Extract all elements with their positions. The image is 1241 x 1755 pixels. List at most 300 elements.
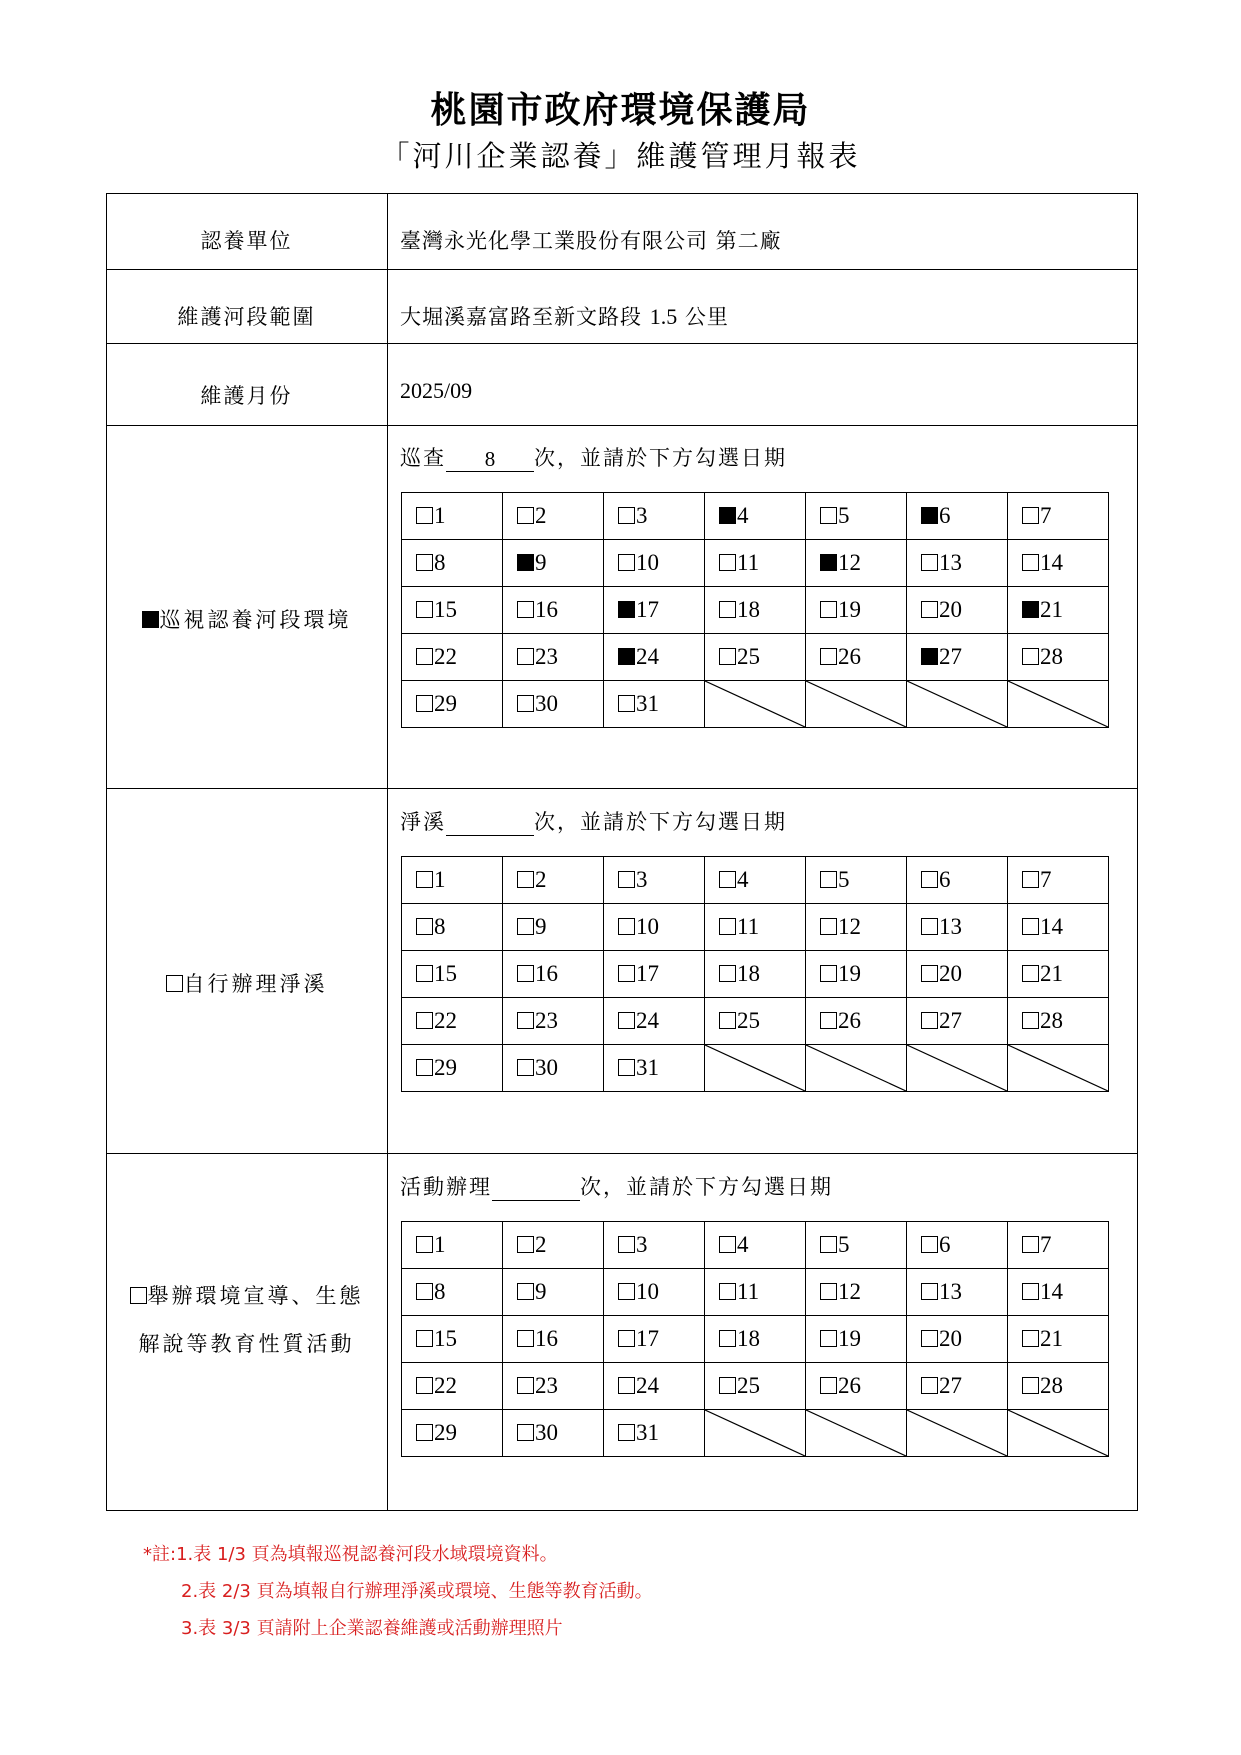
education-day-12[interactable] [806,1269,907,1316]
education-day-6[interactable] [907,1222,1008,1269]
patrol-day-17[interactable] [604,587,705,634]
day-number: 1 [434,867,446,892]
day-checkbox[interactable] [921,918,938,935]
day-checkbox[interactable] [820,1283,837,1300]
empty-day-cell [705,681,806,728]
cleanup-day-6[interactable] [907,857,1008,904]
range-label: 維護河段範圍 [177,305,316,329]
education-day-13[interactable] [907,1269,1008,1316]
day-checkbox[interactable] [820,554,837,571]
education-count-suffix: 次，並請於下方勾選日期 [580,1175,833,1199]
day-checkbox[interactable] [719,1377,736,1394]
education-day-11[interactable] [705,1269,806,1316]
empty-day-cell [1008,681,1109,728]
education-day-15[interactable] [402,1316,503,1363]
month-value: 2025/09 [400,378,473,403]
day-checkbox[interactable] [618,695,635,712]
cleanup-day-25[interactable] [705,998,806,1045]
day-checkbox[interactable] [1022,601,1039,618]
day-checkbox[interactable] [1022,1377,1039,1394]
day-checkbox[interactable] [416,648,433,665]
education-day-9[interactable] [503,1269,604,1316]
empty-day-cell [806,1410,907,1457]
day-checkbox[interactable] [1022,1283,1039,1300]
cleanup-count-field[interactable] [446,811,534,836]
patrol-day-2[interactable] [503,493,604,540]
day-number: 16 [535,1326,558,1351]
day-number: 18 [737,1326,760,1351]
day-checkbox[interactable] [416,918,433,935]
day-number: 12 [838,1279,861,1304]
day-checkbox[interactable] [517,1377,534,1394]
empty-day-cell [1008,1045,1109,1092]
day-number: 21 [1040,1326,1063,1351]
day-number: 2 [535,503,547,528]
cleanup-day-4[interactable] [705,857,806,904]
day-number: 23 [535,644,558,669]
day-checkbox[interactable] [517,965,534,982]
day-checkbox[interactable] [719,871,736,888]
day-checkbox[interactable] [517,601,534,618]
cleanup-section-label [106,960,387,1008]
day-checkbox[interactable] [921,601,938,618]
cleanup-day-24[interactable] [604,998,705,1045]
day-checkbox[interactable] [618,918,635,935]
education-day-10[interactable] [604,1269,705,1316]
cleanup-day-3[interactable] [604,857,705,904]
education-day-25[interactable] [705,1363,806,1410]
day-number: 24 [636,1008,659,1033]
day-checkbox[interactable] [1022,871,1039,888]
day-number: 13 [939,914,962,939]
day-checkbox[interactable] [921,1330,938,1347]
education-day-19[interactable] [806,1316,907,1363]
patrol-day-20[interactable] [907,587,1008,634]
day-checkbox[interactable] [416,601,433,618]
day-number: 20 [939,1326,962,1351]
education-day-7[interactable] [1008,1222,1109,1269]
day-checkbox[interactable] [921,1236,938,1253]
day-number: 30 [535,691,558,716]
cleanup-day-23[interactable] [503,998,604,1045]
patrol-day-1[interactable] [402,493,503,540]
day-number: 27 [939,1373,962,1398]
patrol-day-12[interactable] [806,540,907,587]
patrol-section-checkbox[interactable] [142,611,159,628]
row-divider [106,425,1138,426]
patrol-day-5[interactable] [806,493,907,540]
cleanup-day-21[interactable] [1008,951,1109,998]
cleanup-day-18[interactable] [705,951,806,998]
day-checkbox[interactable] [517,1424,534,1441]
day-number: 1 [434,1232,446,1257]
day-number: 29 [434,691,457,716]
patrol-day-6[interactable] [907,493,1008,540]
day-checkbox[interactable] [719,1236,736,1253]
day-checkbox[interactable] [820,648,837,665]
footnotes [143,1536,653,1647]
patrol-day-29[interactable] [402,681,503,728]
day-checkbox[interactable] [719,1012,736,1029]
day-checkbox[interactable] [820,1012,837,1029]
patrol-count-line [400,442,787,472]
cleanup-day-10[interactable] [604,904,705,951]
day-checkbox[interactable] [921,507,938,524]
day-checkbox[interactable] [820,507,837,524]
education-day-18[interactable] [705,1316,806,1363]
patrol-day-27[interactable] [907,634,1008,681]
patrol-day-7[interactable] [1008,493,1109,540]
empty-day-cell [705,1045,806,1092]
patrol-day-21[interactable] [1008,587,1109,634]
patrol-day-15[interactable] [402,587,503,634]
day-number: 25 [737,644,760,669]
day-checkbox[interactable] [517,918,534,935]
day-checkbox[interactable] [618,1330,635,1347]
cleanup-day-7[interactable] [1008,857,1109,904]
patrol-day-22[interactable] [402,634,503,681]
day-checkbox[interactable] [517,871,534,888]
education-day-21[interactable] [1008,1316,1109,1363]
day-number: 20 [939,961,962,986]
day-checkbox[interactable] [618,1283,635,1300]
day-checkbox[interactable] [719,1330,736,1347]
cleanup-day-16[interactable] [503,951,604,998]
day-checkbox[interactable] [719,648,736,665]
cleanup-day-13[interactable] [907,904,1008,951]
patrol-day-16[interactable] [503,587,604,634]
day-checkbox[interactable] [416,507,433,524]
education-section-label-text: 解說等教育性質活動 [138,1332,355,1356]
day-number: 21 [1040,961,1063,986]
day-checkbox[interactable] [517,695,534,712]
day-checkbox[interactable] [517,1283,534,1300]
cleanup-day-14[interactable] [1008,904,1109,951]
cleanup-day-5[interactable] [806,857,907,904]
empty-day-cell [907,681,1008,728]
patrol-day-18[interactable] [705,587,806,634]
day-number: 28 [1040,1008,1063,1033]
day-checkbox[interactable] [820,601,837,618]
education-day-grid [401,1221,1109,1457]
day-number: 26 [838,1373,861,1398]
day-number: 10 [636,1279,659,1304]
day-number: 15 [434,961,457,986]
row-divider [106,269,1138,270]
day-checkbox[interactable] [921,648,938,665]
day-checkbox[interactable] [517,554,534,571]
day-checkbox[interactable] [416,1424,433,1441]
day-checkbox[interactable] [416,1059,433,1076]
patrol-day-13[interactable] [907,540,1008,587]
day-checkbox[interactable] [618,648,635,665]
day-checkbox[interactable] [921,965,938,982]
education-count-line [400,1171,833,1201]
day-number: 15 [434,1326,457,1351]
education-day-30[interactable] [503,1410,604,1457]
cleanup-day-1[interactable] [402,857,503,904]
range-unit: 公里 [684,305,729,329]
empty-day-cell [1008,1410,1109,1457]
patrol-day-9[interactable] [503,540,604,587]
education-day-14[interactable] [1008,1269,1109,1316]
education-day-23[interactable] [503,1363,604,1410]
note-1: *註:1.表 1/3 頁為填報巡視認養河段水域環境資料。 [143,1544,558,1565]
day-checkbox[interactable] [618,1424,635,1441]
day-checkbox[interactable] [517,1012,534,1029]
education-day-2[interactable] [503,1222,604,1269]
day-checkbox[interactable] [719,554,736,571]
patrol-count-prefix: 巡查 [400,446,446,470]
day-checkbox[interactable] [921,554,938,571]
patrol-day-8[interactable] [402,540,503,587]
day-checkbox[interactable] [1022,648,1039,665]
patrol-day-4[interactable] [705,493,806,540]
month-label: 維護月份 [200,384,293,408]
cleanup-day-9[interactable] [503,904,604,951]
day-checkbox[interactable] [921,1377,938,1394]
day-checkbox[interactable] [1022,507,1039,524]
day-checkbox[interactable] [416,1236,433,1253]
patrol-day-30[interactable] [503,681,604,728]
range-length: 1.5 [649,304,678,329]
education-day-1[interactable] [402,1222,503,1269]
patrol-day-grid [401,492,1109,728]
day-number: 7 [1040,503,1052,528]
day-checkbox[interactable] [820,1330,837,1347]
day-checkbox[interactable] [416,1330,433,1347]
note-3: 3.表 3/3 頁請附上企業認養維護或活動辦理照片 [181,1618,563,1639]
day-checkbox[interactable] [618,1236,635,1253]
day-number: 19 [838,597,861,622]
day-number: 9 [535,914,547,939]
patrol-day-19[interactable] [806,587,907,634]
cleanup-day-19[interactable] [806,951,907,998]
day-checkbox[interactable] [1022,1012,1039,1029]
day-number: 4 [737,503,749,528]
education-day-3[interactable] [604,1222,705,1269]
patrol-day-25[interactable] [705,634,806,681]
day-checkbox[interactable] [719,918,736,935]
day-number: 28 [1040,1373,1063,1398]
patrol-day-11[interactable] [705,540,806,587]
day-number: 9 [535,1279,547,1304]
education-day-29[interactable] [402,1410,503,1457]
day-checkbox[interactable] [618,1012,635,1029]
day-checkbox[interactable] [618,871,635,888]
day-checkbox[interactable] [416,1283,433,1300]
day-checkbox[interactable] [618,1377,635,1394]
day-number: 16 [535,961,558,986]
education-day-27[interactable] [907,1363,1008,1410]
education-section-label-text: 舉辦環境宣導、生態 [147,1284,364,1308]
day-checkbox[interactable] [719,965,736,982]
cleanup-day-11[interactable] [705,904,806,951]
education-day-22[interactable] [402,1363,503,1410]
day-number: 17 [636,1326,659,1351]
day-number: 8 [434,914,446,939]
education-section-label [106,1272,387,1368]
cleanup-count-prefix: 淨溪 [400,810,446,834]
page-subtitle: 「河川企業認養」維護管理月報表 [380,139,861,173]
day-number: 5 [838,1232,850,1257]
day-checkbox[interactable] [517,1330,534,1347]
patrol-day-28[interactable] [1008,634,1109,681]
day-checkbox[interactable] [618,554,635,571]
row-divider [106,1153,1138,1154]
day-checkbox[interactable] [921,1283,938,1300]
patrol-day-26[interactable] [806,634,907,681]
day-checkbox[interactable] [719,507,736,524]
cleanup-section-checkbox[interactable] [166,975,183,992]
education-day-17[interactable] [604,1316,705,1363]
day-number: 23 [535,1008,558,1033]
column-divider [387,193,388,1511]
day-number: 13 [939,1279,962,1304]
education-day-5[interactable] [806,1222,907,1269]
cleanup-day-8[interactable] [402,904,503,951]
patrol-day-14[interactable] [1008,540,1109,587]
education-day-20[interactable] [907,1316,1008,1363]
day-number: 9 [535,550,547,575]
day-checkbox[interactable] [416,965,433,982]
day-number: 22 [434,644,457,669]
day-number: 2 [535,867,547,892]
cleanup-day-29[interactable] [402,1045,503,1092]
day-checkbox[interactable] [517,1236,534,1253]
note-2: 2.表 2/3 頁為填報自行辦理淨溪或環境、生態等教育活動。 [181,1581,653,1602]
day-number: 12 [838,914,861,939]
day-checkbox[interactable] [416,871,433,888]
patrol-section-label [106,596,387,644]
day-number: 31 [636,1420,659,1445]
day-number: 1 [434,503,446,528]
day-checkbox[interactable] [820,965,837,982]
patrol-count-field[interactable]: 8 [446,447,534,472]
cleanup-day-15[interactable] [402,951,503,998]
education-count-field[interactable] [492,1176,580,1201]
cleanup-day-20[interactable] [907,951,1008,998]
education-day-4[interactable] [705,1222,806,1269]
day-number: 6 [939,867,951,892]
day-number: 4 [737,867,749,892]
cleanup-day-2[interactable] [503,857,604,904]
day-number: 21 [1040,597,1063,622]
cleanup-day-grid [401,856,1109,1092]
education-day-26[interactable] [806,1363,907,1410]
education-day-24[interactable] [604,1363,705,1410]
day-number: 23 [535,1373,558,1398]
day-checkbox[interactable] [416,1012,433,1029]
day-number: 31 [636,691,659,716]
education-day-16[interactable] [503,1316,604,1363]
day-checkbox[interactable] [517,1059,534,1076]
day-checkbox[interactable] [618,507,635,524]
day-number: 25 [737,1373,760,1398]
day-checkbox[interactable] [1022,1330,1039,1347]
day-checkbox[interactable] [820,1236,837,1253]
patrol-day-24[interactable] [604,634,705,681]
cleanup-day-12[interactable] [806,904,907,951]
day-checkbox[interactable] [1022,554,1039,571]
day-checkbox[interactable] [416,1377,433,1394]
education-day-28[interactable] [1008,1363,1109,1410]
day-checkbox[interactable] [618,965,635,982]
day-number: 25 [737,1008,760,1033]
empty-day-cell [907,1045,1008,1092]
day-checkbox[interactable] [1022,1236,1039,1253]
education-day-31[interactable] [604,1410,705,1457]
patrol-section-label-text: 巡視認養河段環境 [159,608,352,632]
day-checkbox[interactable] [618,1059,635,1076]
day-number: 14 [1040,914,1063,939]
cleanup-day-30[interactable] [503,1045,604,1092]
day-checkbox[interactable] [517,507,534,524]
day-checkbox[interactable] [921,871,938,888]
day-number: 7 [1040,1232,1052,1257]
patrol-day-10[interactable] [604,540,705,587]
day-number: 3 [636,1232,648,1257]
day-number: 10 [636,550,659,575]
education-section-checkbox[interactable] [130,1287,147,1304]
day-number: 19 [838,961,861,986]
day-number: 30 [535,1420,558,1445]
empty-day-cell [806,1045,907,1092]
day-number: 26 [838,644,861,669]
range-river: 大堀溪嘉富路至新文路段 [400,305,642,329]
day-number: 2 [535,1232,547,1257]
cleanup-day-27[interactable] [907,998,1008,1045]
education-day-8[interactable] [402,1269,503,1316]
day-number: 31 [636,1055,659,1080]
patrol-day-31[interactable] [604,681,705,728]
day-checkbox[interactable] [618,601,635,618]
day-checkbox[interactable] [719,601,736,618]
day-number: 27 [939,1008,962,1033]
day-number: 13 [939,550,962,575]
day-number: 29 [434,1055,457,1080]
day-checkbox[interactable] [416,695,433,712]
cleanup-day-28[interactable] [1008,998,1109,1045]
day-checkbox[interactable] [1022,965,1039,982]
cleanup-day-17[interactable] [604,951,705,998]
patrol-day-23[interactable] [503,634,604,681]
day-checkbox[interactable] [820,871,837,888]
day-number: 26 [838,1008,861,1033]
page-title: 桃園市政府環境保護局 [430,90,811,131]
day-checkbox[interactable] [517,648,534,665]
day-checkbox[interactable] [921,1012,938,1029]
day-number: 5 [838,867,850,892]
day-checkbox[interactable] [719,1283,736,1300]
day-number: 6 [939,503,951,528]
day-checkbox[interactable] [820,918,837,935]
day-number: 24 [636,1373,659,1398]
day-checkbox[interactable] [1022,918,1039,935]
day-checkbox[interactable] [416,554,433,571]
empty-day-cell [907,1410,1008,1457]
day-checkbox[interactable] [820,1377,837,1394]
day-number: 19 [838,1326,861,1351]
cleanup-day-31[interactable] [604,1045,705,1092]
cleanup-day-26[interactable] [806,998,907,1045]
row-divider [106,788,1138,789]
day-number: 27 [939,644,962,669]
cleanup-day-22[interactable] [402,998,503,1045]
patrol-day-3[interactable] [604,493,705,540]
day-number: 3 [636,867,648,892]
empty-day-cell [705,1410,806,1457]
